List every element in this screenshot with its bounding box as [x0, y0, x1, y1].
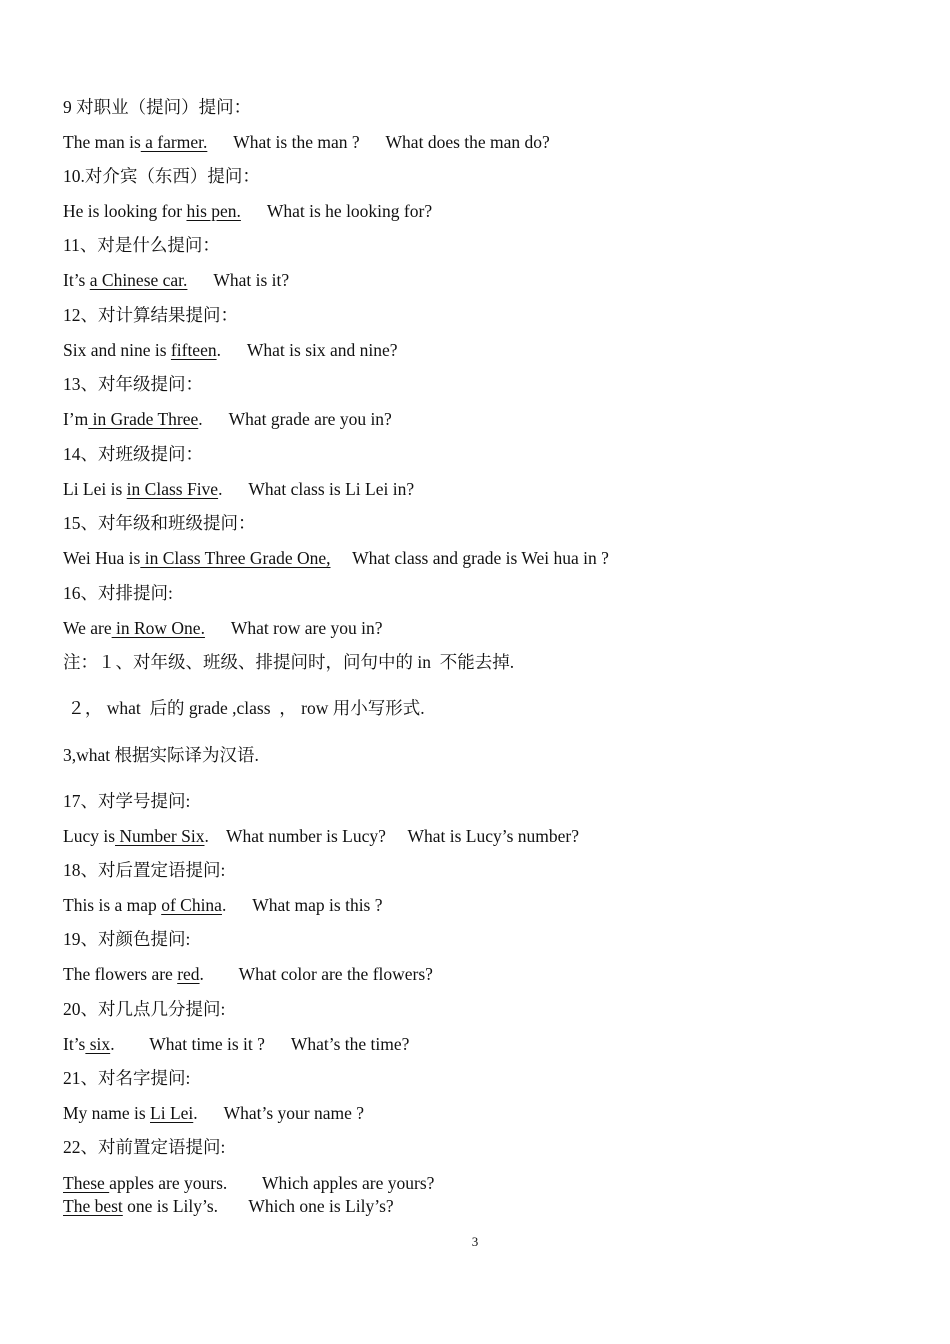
line-text: ２， what 后的 grade ,class ， row 用小写形式.: [63, 698, 425, 718]
text-line: [63, 165, 260, 187]
text-line: [63, 339, 398, 361]
underlined-answer: The best: [63, 1196, 123, 1216]
line-text: . What color are the flowers?: [199, 964, 433, 984]
line-text: 21、对名字提问:: [63, 1068, 191, 1088]
underlined-answer: six: [85, 1034, 111, 1054]
text-line: [63, 200, 432, 222]
text-line: [63, 582, 173, 604]
underlined-answer: in Class Three Grade One,: [140, 548, 331, 568]
underlined-answer: his pen.: [186, 201, 241, 221]
line-text: We are: [63, 618, 112, 638]
text-line: [63, 478, 414, 500]
text-line: [63, 963, 433, 985]
text-line: [63, 96, 251, 118]
line-text: 14、对班级提问：: [63, 444, 203, 464]
text-line: [63, 651, 514, 673]
text-line: [63, 408, 392, 430]
line-text: apples are yours. Which apples are yours?: [109, 1173, 435, 1193]
text-line: [63, 697, 425, 719]
page-number: 3: [471, 1234, 479, 1249]
underlined-answer: fifteen: [170, 340, 217, 360]
line-text: What is he looking for?: [240, 201, 433, 221]
text-line: [63, 373, 203, 395]
line-text: Li Lei is: [63, 479, 127, 499]
line-text: It’s: [63, 270, 90, 290]
text-line: [63, 825, 579, 847]
line-text: What is the man ? What does the man do?: [207, 132, 550, 152]
text-line: [63, 443, 203, 465]
line-text: What row are you in?: [204, 618, 383, 638]
line-text: 10.对介宾（东西）提问：: [63, 166, 260, 186]
text-line: [63, 1033, 409, 1055]
line-text: What is it?: [187, 270, 290, 290]
underlined-answer: in Grade Three: [88, 409, 199, 429]
line-text: . What time is it ? What’s the time?: [110, 1034, 410, 1054]
underlined-answer: These: [63, 1173, 110, 1193]
line-text: He is looking for: [63, 201, 187, 221]
line-text: 19、对颜色提问:: [63, 929, 191, 949]
line-text: The man is: [63, 132, 141, 152]
text-line: [63, 894, 383, 916]
line-text: . What is six and nine?: [216, 340, 398, 360]
text-line: [63, 1195, 394, 1217]
line-text: What class and grade is Wei hua in ?: [330, 548, 609, 568]
text-line: [63, 1172, 434, 1194]
text-line: [63, 790, 190, 812]
line-text: 3,what 根据实际译为汉语.: [63, 745, 259, 765]
line-text: The flowers are: [63, 964, 178, 984]
underlined-answer: a Chinese car.: [89, 270, 188, 290]
line-text: 16、对排提问:: [63, 583, 173, 603]
text-line: [63, 998, 225, 1020]
line-text: 11、对是什么提问：: [63, 235, 220, 255]
text-line: [63, 928, 190, 950]
line-text: Six and nine is: [63, 340, 171, 360]
underlined-answer: in Row One.: [111, 618, 205, 638]
line-text: 17、对学号提问:: [63, 791, 191, 811]
line-text: 12、对计算结果提问：: [63, 305, 238, 325]
underlined-answer: Li Lei: [150, 1103, 194, 1123]
line-text: This is a map: [63, 895, 162, 915]
underlined-answer: a farmer.: [140, 132, 208, 152]
line-text: . What grade are you in?: [198, 409, 392, 429]
underlined-answer: of China: [161, 895, 222, 915]
line-text: . What class is Li Lei in?: [218, 479, 415, 499]
text-line: [63, 131, 550, 153]
line-text: 20、对几点几分提问:: [63, 999, 226, 1019]
line-text: 18、对后置定语提问:: [63, 860, 226, 880]
text-line: [63, 304, 238, 326]
text-line: [63, 617, 383, 639]
line-text: My name is: [63, 1103, 151, 1123]
line-text: 15、对年级和班级提问：: [63, 513, 256, 533]
text-line: [63, 269, 289, 291]
text-line: [63, 859, 225, 881]
underlined-answer: in Class Five: [126, 479, 219, 499]
text-line: [63, 1136, 225, 1158]
text-line: [63, 234, 220, 256]
text-line: [63, 512, 256, 534]
line-text: Lucy is: [63, 826, 116, 846]
line-text: . What number is Lucy? What is Lucy’s number?: [204, 826, 580, 846]
line-text: Wei Hua is: [63, 548, 141, 568]
line-text: 注：１、对年级、班级、排提问时，问句中的 in 不能去掉.: [63, 652, 515, 672]
text-line: [63, 547, 609, 569]
line-text: . What’s your name ?: [193, 1103, 365, 1123]
text-line: [63, 744, 259, 766]
line-text: 9 对职业（提问）提问：: [63, 97, 252, 117]
line-text: 22、对前置定语提问:: [63, 1137, 226, 1157]
text-line: [63, 1067, 190, 1089]
line-text: 13、对年级提问：: [63, 374, 203, 394]
underlined-answer: red: [177, 964, 200, 984]
line-text: one is Lily’s. Which one is Lily’s?: [122, 1196, 394, 1216]
text-line: [63, 1102, 364, 1124]
line-text: . What map is this ?: [221, 895, 383, 915]
underlined-answer: Number Six: [115, 826, 205, 846]
line-text: I’m: [63, 409, 89, 429]
line-text: It’s: [63, 1034, 86, 1054]
